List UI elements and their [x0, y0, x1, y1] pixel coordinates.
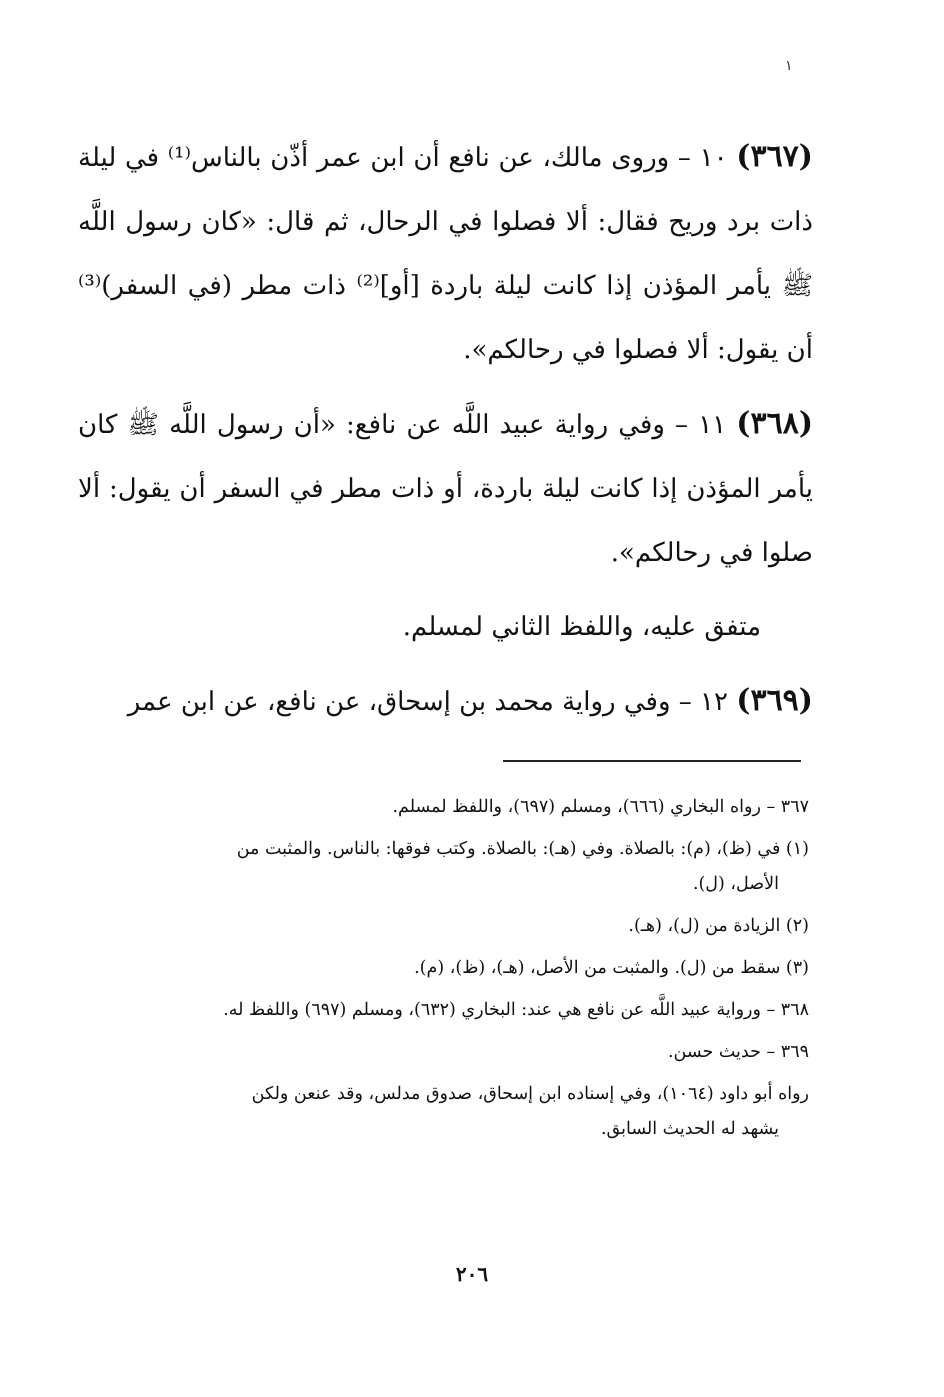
hadith-369 [78, 669, 813, 734]
hadith-number: (٣٦٧) [736, 139, 813, 174]
hadith-text: ١٢ – وفي رواية محمد بن إسحاق، عن نافع، عن ابن عمر [127, 687, 728, 717]
footnote-text: (٣) سقط من (ل). والمثبت من الأصل، (هـ)، (ظ)، (م). [414, 958, 809, 978]
footnote-text: ٣٦٨ – ورواية عبيد اللَّه عن نافع هي عند: البخاري (٦٣٢)، ومسلم (٦٩٧) واللفظ له. [223, 1000, 809, 1020]
footnote-text: (١) في (ظ)، (م): بالصلاة. وفي (هـ): بالصلاة. وكتب فوقها: بالناس. والمثبت من [236, 839, 809, 859]
hadith-number: (٣٦٩) [736, 683, 813, 718]
footnote [92, 1035, 809, 1070]
agreement-note [78, 595, 813, 659]
footnote-continuation: الأصل، (ل). [692, 874, 779, 894]
footnotes [92, 790, 809, 1154]
footnote-separator [503, 760, 801, 762]
agreement-text: متفق عليه، واللفظ الثاني لمسلم. [402, 612, 761, 642]
footnote [92, 951, 809, 986]
footnote-text: رواه أبو داود (١٠٦٤)، وفي إسناده ابن إسحاق، صدوق مدلس، وقد عنعن ولكن [251, 1084, 809, 1104]
corner-mark: ١ [785, 58, 793, 74]
main-text [78, 125, 813, 744]
footnote [92, 909, 809, 944]
hadith-367 [78, 125, 813, 382]
footnote-text: ٣٦٩ – حديث حسن. [667, 1042, 809, 1062]
hadith-text: ١٠ – وروى مالك، عن نافع أن ابن عمر أذّن بالناس⁽¹⁾ في ليلة ذات برد وريح فقال: ألا فصلوا في الرحال، ثم قال: «كان رسول اللَّه ﷺ يأمر المؤذن إذا كانت ليلة باردة [أو]⁽²⁾ ذات مطر (في السفر)⁽³⁾ أن يقول: ألا فصلوا في رحالكم». [78, 143, 813, 365]
footnote-continuation: يشهد له الحديث السابق. [600, 1119, 779, 1139]
footnote [92, 1077, 809, 1147]
hadith-text: ١١ – وفي رواية عبيد اللَّه عن نافع: «أن رسول اللَّه ﷺ كان يأمر المؤذن إذا كانت ليلة باردة، أو ذات مطر في السفر أن يقول: ألا صلوا في رحالكم». [78, 410, 813, 568]
footnote-text: ٣٦٧ – رواه البخاري (٦٦٦)، ومسلم (٦٩٧)، واللفظ لمسلم. [392, 797, 809, 817]
footnote [92, 790, 809, 825]
footnote [92, 993, 809, 1028]
footnote-text: (٢) الزيادة من (ل)، (هـ). [628, 916, 809, 936]
footnote [92, 832, 809, 902]
hadith-number: (٣٦٨) [736, 406, 814, 441]
page-number: ٢٠٦ [455, 1262, 489, 1286]
hadith-368 [78, 392, 813, 585]
